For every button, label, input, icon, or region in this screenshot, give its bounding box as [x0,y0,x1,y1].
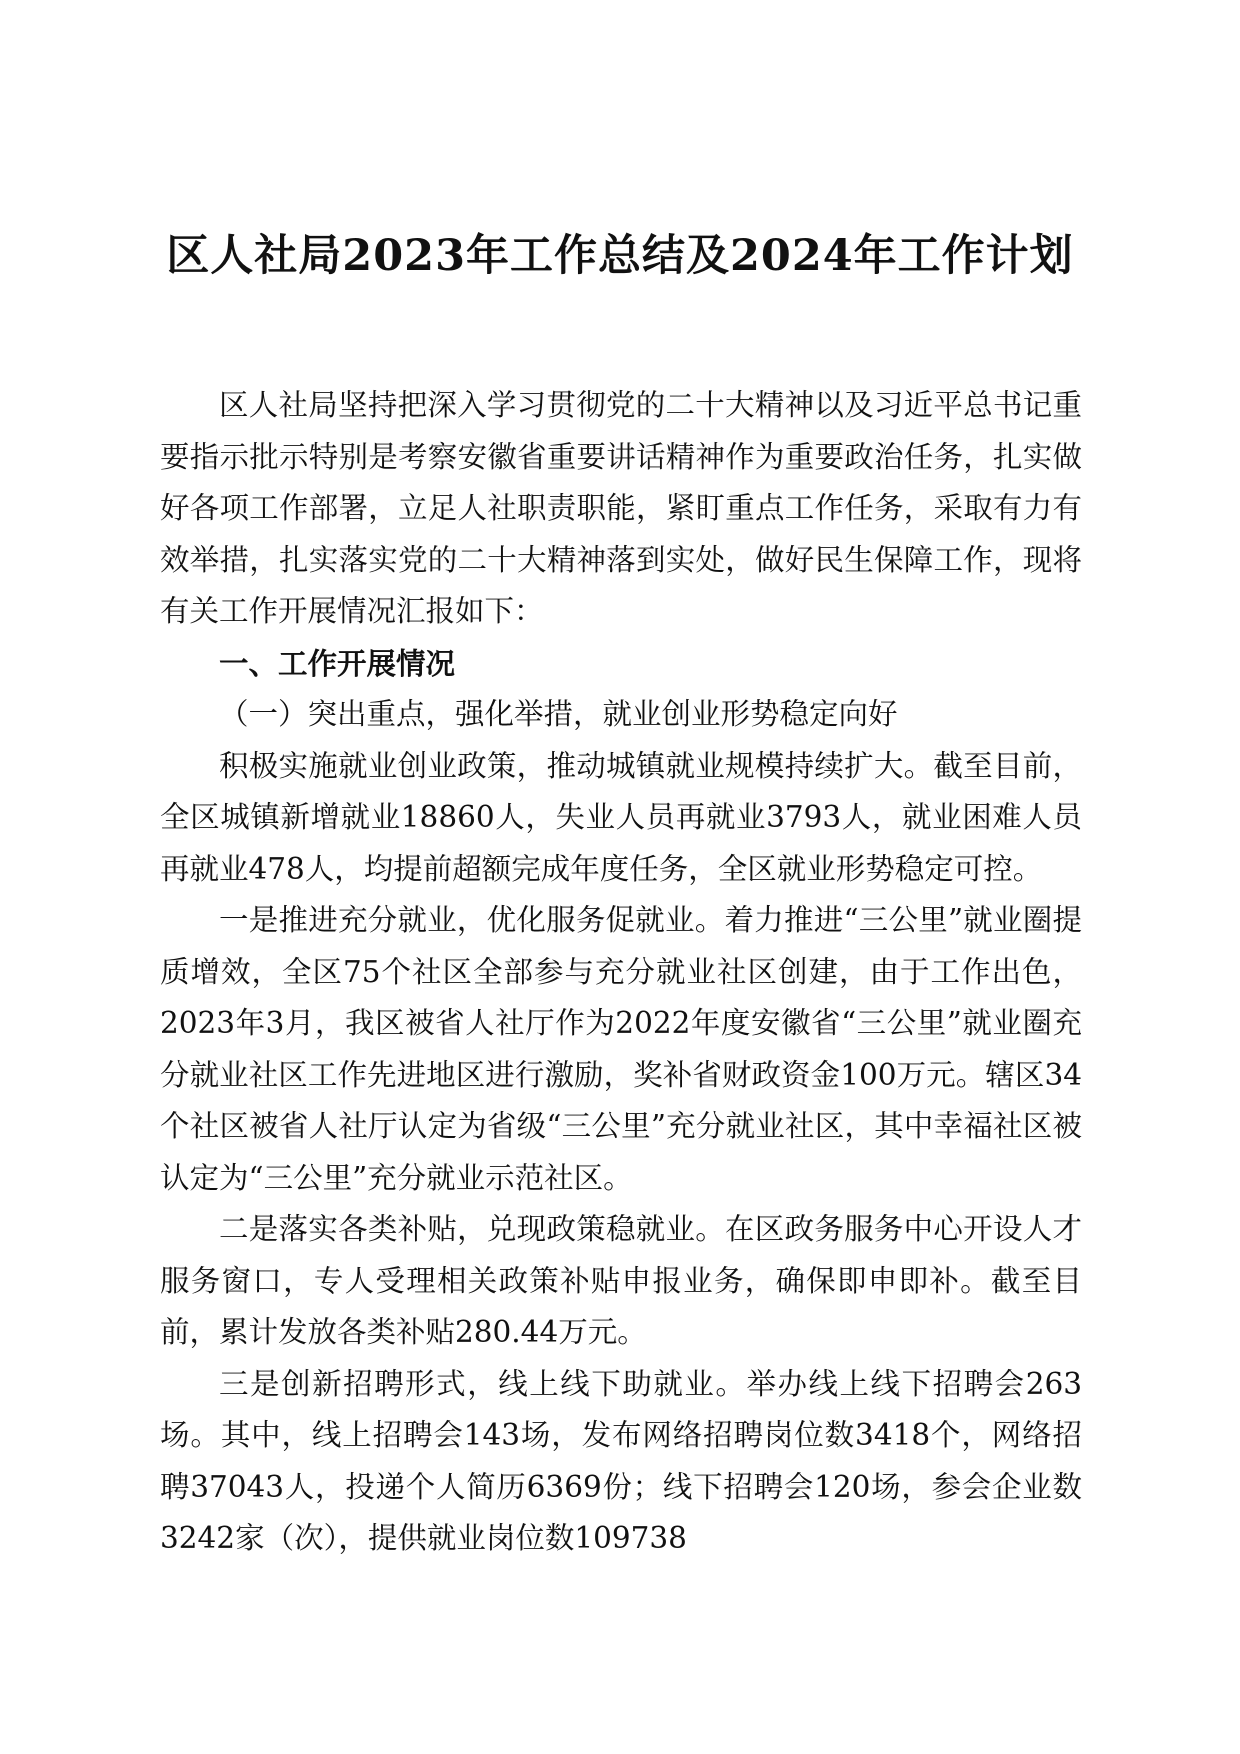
document-body [160,380,1082,1565]
body-paragraph: 积极实施就业创业政策，推动城镇就业规模持续扩大。截至目前，全区城镇新增就业18860人，失业人员再就业3793人，就业困难人员再就业478人，均提前超额完成年度任务，全区就业形势稳定可控。 [160,748,1082,886]
body-paragraph: 二是落实各类补贴，兑现政策稳就业。在区政务服务中心开设人才服务窗口，专人受理相关政策补贴申报业务，确保即申即补。截至目前，累计发放各类补贴280.44万元。 [160,1212,1082,1349]
body-paragraph: 一是推进充分就业，优化服务促就业。着力推进“三公里”就业圈提质增效，全区75个社区全部参与充分就业社区创建，由于工作出色，2023年3月，我区被省人社厅作为2022年度安徽省“三公里”就业圈充分就业社区工作先进地区进行激励，奖补省财政资金100万元。辖区34个社区被省人社厅认定为省级“三公里”充分就业社区，其中幸福社区被认定为“三公里”充分就业示范社区。 [160,903,1082,1195]
document-title: 区人社局2023年工作总结及2024年工作计划 [166,231,1074,281]
body-paragraph: 三是创新招聘形式，线上线下助就业。举办线上线下招聘会263场。其中，线上招聘会143场，发布网络招聘岗位数3418个，网络招聘37043人，投递个人简历6369份；线下招聘会120场，参会企业数3242家（次），提供就业岗位数109738 [160,1366,1082,1555]
intro-paragraph: 区人社局坚持把深入学习贯彻党的二十大精神以及习近平总书记重要指示批示特别是考察安徽省重要讲话精神作为重要政治任务，扎实做好各项工作部署，立足人社职责职能，紧盯重点工作任务，采取有力有效举措，扎实落实党的二十大精神落到实处，做好民生保障工作，现将有关工作开展情况汇报如下： [160,388,1082,628]
subsection-heading: （一）突出重点，强化举措，就业创业形势稳定向好 [219,697,898,731]
section-heading: 一、工作开展情况 [219,645,456,681]
